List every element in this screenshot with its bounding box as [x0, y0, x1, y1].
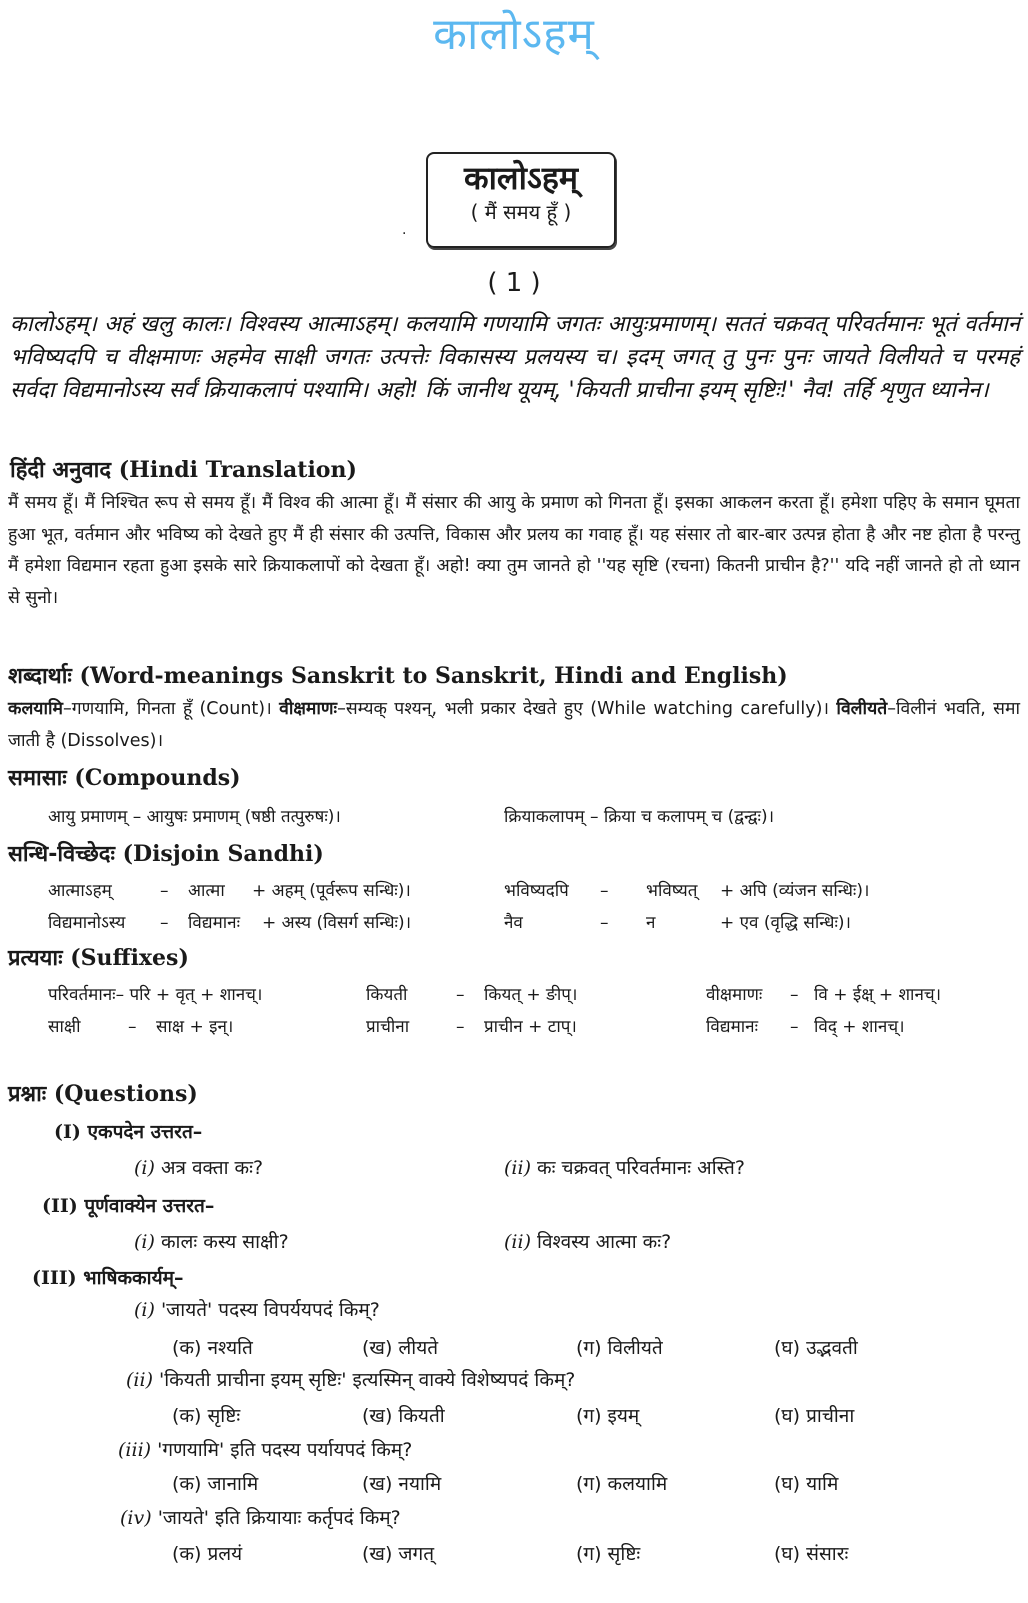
suffix-term: परिवर्तमानः–: [48, 985, 125, 1005]
section-label: (III): [32, 1267, 77, 1289]
questions-heading: [8, 1078, 198, 1108]
question-text: 'जायते' पदस्य विपर्ययपदं किम्?: [160, 1299, 380, 1321]
question-number: (ii): [126, 1369, 153, 1391]
heading-en: (Questions): [53, 1081, 198, 1107]
chapter-title-box: [426, 152, 616, 248]
question-text: अत्र वक्ता कः?: [160, 1157, 264, 1179]
sandhi-part-b: + अपि (व्यंजन सन्धिः)।: [720, 881, 870, 901]
question-number: (ii): [504, 1231, 531, 1253]
heading-hi: समासाः: [8, 766, 67, 791]
compound-expl: क्रिया च कलापम् च (द्वन्द्वः)।: [603, 807, 775, 827]
suffix-expl: परि + वृत् + शानच्।: [129, 985, 263, 1005]
suffix-row: [48, 1014, 233, 1037]
sandhi-heading: [8, 838, 324, 868]
word-meaning: –विलीनं भवति, समा जाती है (Dissolves)।: [8, 699, 1020, 751]
separator: –: [132, 807, 142, 827]
section-title: एकपदेन उत्तरत–: [87, 1121, 203, 1143]
heading-en: (Disjoin Sandhi): [122, 841, 324, 867]
question-number: (iv): [120, 1507, 152, 1529]
mcq-option: (ख) कियती: [362, 1405, 445, 1427]
mcq-option: (घ) उद्भवती: [774, 1337, 858, 1359]
chapter-title: कालोऽहम्: [464, 159, 578, 197]
separator: –: [456, 1017, 465, 1037]
separator: –: [589, 807, 599, 827]
sandhi-part-a: विद्यमानः: [188, 913, 241, 933]
question-text: कः चक्रवत् परिवर्तमानः अस्ति?: [537, 1157, 745, 1179]
sandhi-part-b: + अहम् (पूर्वरूप सन्धिः)।: [252, 881, 411, 901]
question-section-2: [42, 1192, 214, 1218]
separator: –: [160, 913, 169, 933]
question-item: [134, 1154, 263, 1180]
stray-dot: .: [402, 222, 407, 238]
paragraph-number: ( 1 ): [487, 268, 541, 298]
sandhi-part-b: + अस्य (विसर्ग सन्धिः)।: [262, 913, 412, 933]
suffix-row: [706, 982, 941, 1005]
question-text: 'जायते' इति क्रियायाः कर्तृपदं किम्?: [157, 1507, 401, 1529]
mcq-option: (ग) विलीयते: [576, 1337, 663, 1359]
question-text: विश्वस्य आत्मा कः?: [537, 1231, 672, 1253]
section-label: (II): [42, 1195, 78, 1217]
mcq-option: (घ) प्राचीना: [774, 1405, 855, 1427]
question-number: (i): [134, 1299, 155, 1321]
sandhi-row: [504, 910, 851, 933]
heading-hi: सन्धि-विच्छेदः: [8, 842, 115, 867]
suffix-expl: वि + ईक्ष् + शानच्।: [814, 985, 942, 1005]
heading-en: (Hindi Translation): [118, 457, 357, 483]
mcq-option: (घ) यामि: [774, 1473, 839, 1495]
question-item: [134, 1228, 289, 1254]
mcq-option: (ख) नयामि: [362, 1473, 442, 1495]
sanskrit-passage: कालोऽहम्। अहं खलु कालः। विश्वस्य आत्माऽहम्। कलयामि गणयामि जगतः आयुःप्रमाणम्। सततं चक्रवत् परिवर्तमानः भूतं वर्तमानं भविष्यदपि च वीक्षमाणः अहमेव साक्षी जगतः उत्पत्तेः विकासस्य प्रलयस्य च। इदम् जगत् तु पुनः पुनः जायते विलीयते च परमहं सर्वदा विद्यमानोऽस्य सर्वं क्रियाकलापं पश्यामि। अहो! किं जानीथ यूयम्, 'कियती प्राचीना इयम् सृष्टिः!' नैव! तर्हि शृणुत ध्यानेन।: [10, 312, 1020, 403]
mcq-option: (क) जानामि: [172, 1473, 259, 1495]
compounds-heading: [8, 762, 241, 792]
word-meanings-heading: [8, 660, 788, 690]
mcq-question: [118, 1436, 412, 1462]
sandhi-row: [48, 878, 411, 901]
mcq-option: (ख) लीयते: [362, 1337, 439, 1359]
separator: –: [456, 985, 465, 1005]
question-section-1: [54, 1118, 202, 1144]
page-title: कालोऽहम्: [433, 9, 595, 60]
heading-hi: प्रश्नाः: [8, 1082, 47, 1107]
compound-term: क्रियाकलापम्: [504, 807, 585, 827]
question-number: (iii): [118, 1439, 152, 1461]
word-meanings-text: [8, 694, 1020, 757]
hindi-translation-text: मैं समय हूँ। मैं निश्चित रूप से समय हूँ। मैं विश्व की आत्मा हूँ। मैं संसार की आयु के प्रमाण को गिनता हूँ। इसका आकलन करता हूँ। हमेशा पहिए के समान घूमता हुआ भूत, वर्तमान और भविष्य को देखते हुए मैं ही संसार की उत्पत्ति, विकास और प्रलय का गवाह हूँ। यह संसार तो बार-बार उत्पन्न होता है और नष्ट होता है परन्तु मैं हमेशा विद्यमान रहता हुआ इसके सारे क्रियाकलापों को देखता हूँ। अहो! क्या तुम जानते हो ''यह सृष्टि (रचना) कितनी प्राचीन है?'' यदि नहीं जानते हो तो ध्यान से सुनो।: [8, 493, 1020, 608]
suffix-expl: साक्ष + इन्।: [156, 1017, 234, 1037]
sandhi-part-a: भविष्यत्: [646, 881, 698, 901]
suffix-term: वीक्षमाणः: [706, 985, 763, 1005]
question-number: (ii): [504, 1157, 531, 1179]
mcq-question: [134, 1296, 380, 1322]
heading-hi: हिंदी अनुवाद: [10, 458, 112, 483]
question-number: (i): [134, 1157, 155, 1179]
chapter-subtitle: ( मैं समय हूँ ): [470, 200, 572, 224]
compound-expl: आयुषः प्रमाणम् (षष्ठी तत्पुरुषः)।: [146, 807, 341, 827]
question-text: कालः कस्य साक्षी?: [160, 1231, 289, 1253]
sandhi-part-a: न: [646, 913, 656, 933]
mcq-option: (घ) संसारः: [774, 1543, 849, 1565]
suffix-expl: प्राचीन + टाप्।: [484, 1017, 577, 1037]
sandhi-part-b: + एव (वृद्धि सन्धिः)।: [720, 913, 851, 933]
mcq-option: (ग) सृष्टिः: [576, 1543, 641, 1565]
compound-row: [504, 804, 774, 827]
sandhi-term: नैव: [504, 913, 523, 933]
mcq-option: (क) प्रलयं: [172, 1543, 243, 1565]
sandhi-term: विद्यमानोऽस्य: [48, 913, 126, 933]
suffix-expl: विद् + शानच्।: [814, 1017, 905, 1037]
heading-en: (Suffixes): [70, 945, 189, 971]
separator: –: [128, 1017, 137, 1037]
compound-row: [48, 804, 341, 827]
separator: –: [600, 913, 609, 933]
suffix-row: [706, 1014, 905, 1037]
mcq-option: (क) नश्यति: [172, 1337, 253, 1359]
separator: –: [600, 881, 609, 901]
suffixes-heading: [8, 942, 189, 972]
question-section-3: [32, 1264, 183, 1290]
heading-hi: शब्दार्थाः: [8, 664, 72, 689]
heading-en: (Compounds): [74, 765, 241, 791]
suffix-row: [366, 1014, 577, 1037]
mcq-option: (ग) इयम्: [576, 1405, 640, 1427]
mcq-question: [126, 1366, 575, 1392]
section-title: पूर्णवाक्येन उत्तरत–: [84, 1195, 215, 1217]
word-term: कलयामि: [8, 699, 63, 719]
question-number: (i): [134, 1231, 155, 1253]
suffix-expl: कियत् + ङीप्।: [484, 985, 578, 1005]
heading-en: (Word-meanings Sanskrit to Sanskrit, Hindi and English): [79, 663, 788, 689]
suffix-term: विद्यमानः: [706, 1017, 759, 1037]
word-meaning: –सम्यक् पश्यन्, भली प्रकार देखते हुए (While watching carefully)।: [337, 699, 837, 719]
suffix-term: साक्षी: [48, 1017, 81, 1037]
section-title: भाषिककार्यम्–: [83, 1267, 184, 1289]
sandhi-part-a: आत्मा: [188, 881, 225, 901]
separator: –: [790, 985, 799, 1005]
sandhi-term: आत्माऽहम्: [48, 881, 112, 901]
sandhi-row: [504, 878, 869, 901]
word-term: वीक्षमाणः: [279, 699, 338, 719]
suffix-row: [48, 982, 262, 1005]
word-term: विलीयते: [836, 699, 888, 719]
suffix-term: कियती: [366, 985, 408, 1005]
mcq-question: [120, 1504, 401, 1530]
word-meaning: –गणयामि, गिनता हूँ (Count)।: [63, 699, 280, 719]
suffix-term: प्राचीना: [366, 1017, 410, 1037]
hindi-translation-heading: [10, 454, 357, 484]
suffix-row: [366, 982, 577, 1005]
sandhi-row: [48, 910, 411, 933]
compound-term: आयु प्रमाणम्: [48, 807, 128, 827]
question-item: [504, 1154, 745, 1180]
mcq-option: (ग) कलयामि: [576, 1473, 668, 1495]
question-text: 'गणयामि' इति पदस्य पर्यायपदं किम्?: [157, 1439, 413, 1461]
sandhi-term: भविष्यदपि: [504, 881, 569, 901]
mcq-option: (क) सृष्टिः: [172, 1405, 241, 1427]
separator: –: [790, 1017, 799, 1037]
separator: –: [160, 881, 169, 901]
mcq-option: (ख) जगत्: [362, 1543, 435, 1565]
question-item: [504, 1228, 671, 1254]
heading-hi: प्रत्ययाः: [8, 946, 63, 971]
section-label: (I): [54, 1121, 81, 1143]
question-text: 'कियती प्राचीना इयम् सृष्टिः' इत्यस्मिन् वाक्ये विशेष्यपदं किम्?: [159, 1369, 576, 1391]
